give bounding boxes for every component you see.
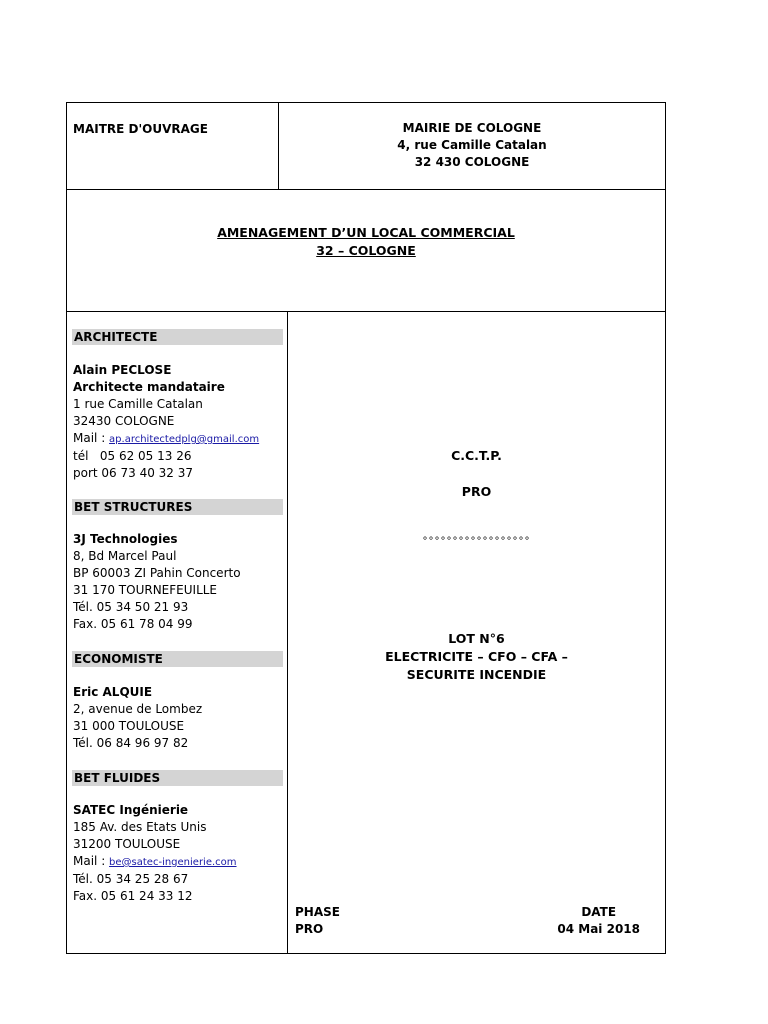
- email-link[interactable]: be@satec-ingenierie.com: [109, 857, 237, 868]
- contact-bet-fluides: [73, 802, 283, 905]
- project-title: [67, 224, 665, 260]
- contact-street: 185 Av. des Etats Unis: [73, 820, 207, 834]
- contact-street: 1 rue Camille Catalan: [73, 397, 203, 411]
- contact-name: Eric ALQUIE: [73, 685, 153, 699]
- contact-fax: Fax. 05 61 78 04 99: [73, 617, 193, 631]
- address-line-1: MAIRIE DE COLOGNE: [402, 121, 542, 135]
- project-title-line-2: 32 – COLOGNE: [316, 243, 416, 258]
- document-phase: PRO: [461, 484, 492, 499]
- contacts-column: [67, 312, 287, 953]
- section-header-architecte: ARCHITECTE: [72, 329, 283, 345]
- date-label: DATE: [581, 905, 617, 919]
- contact-city: 32430 COLOGNE: [73, 414, 175, 428]
- contact-role: Architecte mandataire: [73, 380, 225, 394]
- contact-tel: tél 05 62 05 13 26: [73, 449, 192, 463]
- mail-label: Mail :: [73, 854, 110, 868]
- contact-bet-structures: [73, 531, 283, 633]
- contact-name: 3J Technologies: [73, 532, 178, 546]
- maitre-ouvrage-row: [67, 103, 665, 190]
- document-type: C.C.T.P.: [451, 448, 502, 463]
- lot-title-line-2: SECURITE INCENDIE: [406, 667, 547, 682]
- mail-label: Mail :: [73, 431, 110, 445]
- date-block: [557, 904, 640, 938]
- address-line-2: 4, rue Camille Catalan: [397, 138, 547, 152]
- contact-fax: Fax. 05 61 24 33 12: [73, 889, 193, 903]
- lot-block: [288, 630, 665, 684]
- contact-tel: Tél. 06 84 96 97 82: [73, 736, 189, 750]
- project-row: [67, 190, 665, 312]
- section-header-economiste: ECONOMISTE: [72, 651, 283, 667]
- contact-street: 2, avenue de Lombez: [73, 702, 203, 716]
- contact-tel: Tél. 05 34 50 21 93: [73, 600, 189, 614]
- project-title-line-1: AMENAGEMENT D’UN LOCAL COMMERCIAL: [217, 225, 515, 240]
- separator-dots: °°°°°°°°°°°°°°°°°°: [422, 536, 531, 547]
- contact-architecte: [73, 362, 283, 482]
- lot-title-line-1: ELECTRICITE – CFO – CFA –: [385, 649, 568, 664]
- maitre-ouvrage-label: MAITRE D'OUVRAGE: [73, 122, 208, 136]
- email-link[interactable]: ap.architectedplg@gmail.com: [109, 434, 260, 445]
- section-header-bet-structures: BET STRUCTURES: [72, 499, 283, 515]
- cover-page-frame: [66, 102, 666, 954]
- phase-block: [295, 904, 340, 938]
- section-header-bet-fluides: BET FLUIDES: [72, 770, 283, 786]
- phase-label: PHASE: [295, 905, 340, 919]
- contact-tel: Tél. 05 34 25 28 67: [73, 872, 189, 886]
- lot-number: LOT N°6: [448, 631, 505, 646]
- contact-street: 8, Bd Marcel Paul: [73, 549, 177, 563]
- address-line-3: 32 430 COLOGNE: [414, 155, 530, 169]
- contact-city: 31200 TOULOUSE: [73, 837, 181, 851]
- contact-mail-line: [73, 430, 283, 448]
- maitre-ouvrage-address: [279, 120, 665, 171]
- contact-street-2: BP 60003 ZI Pahin Concerto: [73, 566, 241, 580]
- contact-name: Alain PECLOSE: [73, 363, 172, 377]
- contact-port: port 06 73 40 32 37: [73, 466, 194, 480]
- contact-city: 31 000 TOULOUSE: [73, 719, 185, 733]
- contact-name: SATEC Ingénierie: [73, 803, 189, 817]
- contact-city: 31 170 TOURNEFEUILLE: [73, 583, 218, 597]
- contact-mail-line: [73, 853, 283, 871]
- phase-value: PRO: [295, 922, 324, 936]
- document-info-column: [288, 312, 665, 953]
- contact-economiste: [73, 684, 283, 752]
- date-value: 04 Mai 2018: [557, 922, 640, 936]
